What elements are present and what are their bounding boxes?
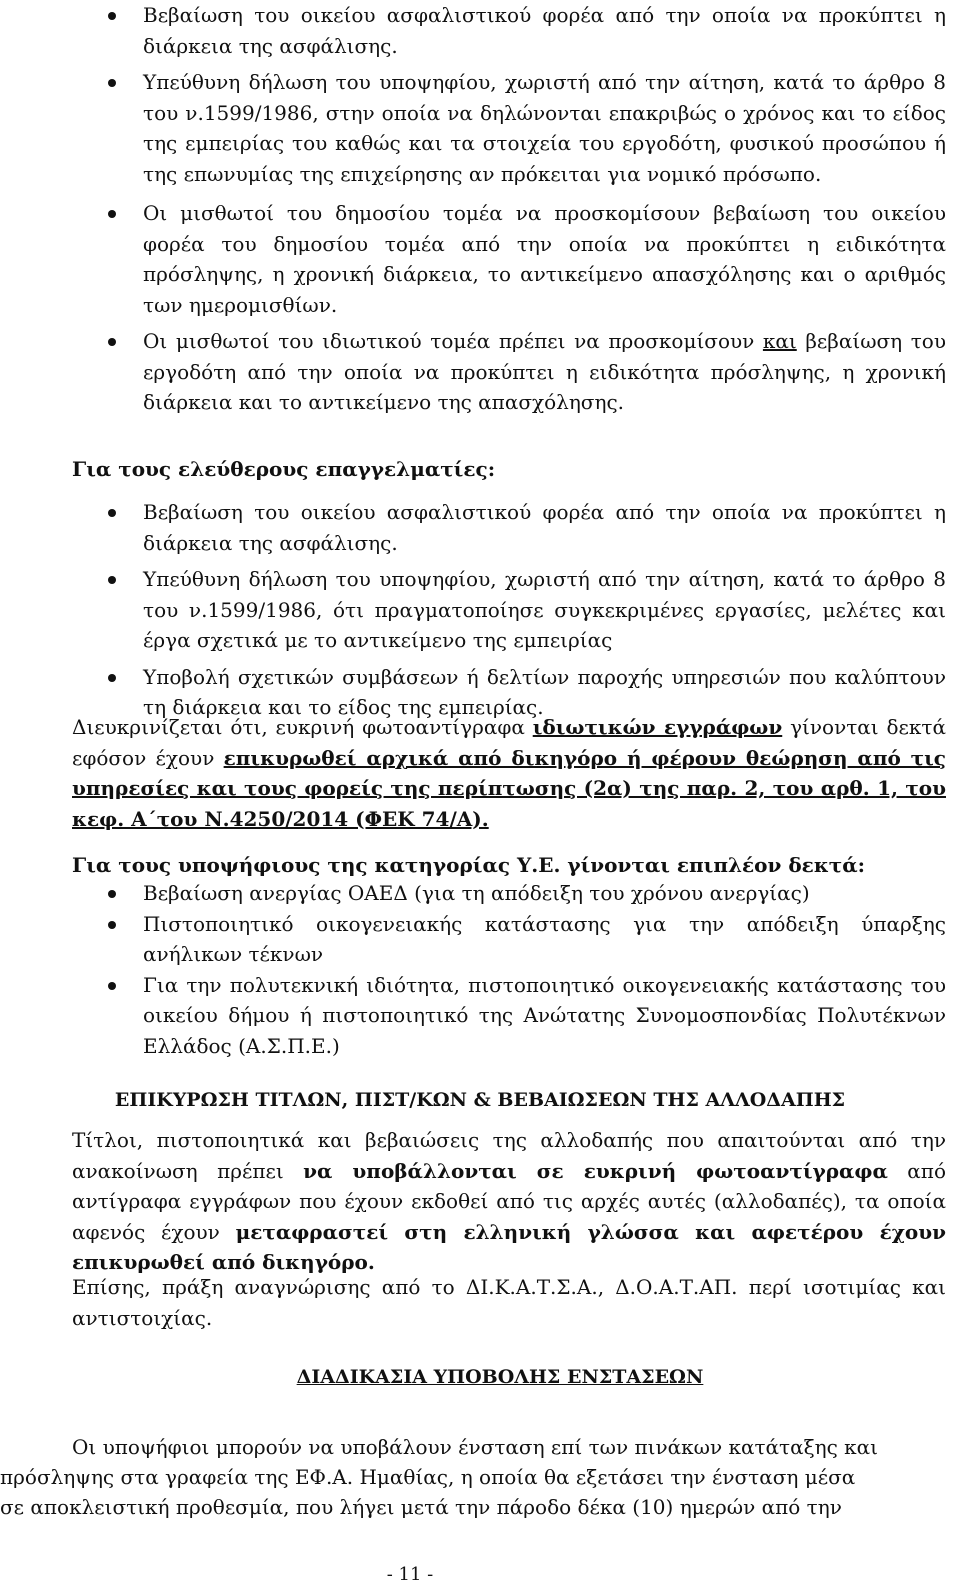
list-item: Βεβαίωση ανεργίας ΟΑΕΔ (για τη απόδειξη του χρόνου ανεργίας) xyxy=(0,878,960,909)
bullet-icon xyxy=(108,509,116,517)
list-item: Βεβαίωση του οικείου ασφαλιστικού φορέα από την οποία να προκύπτει η διάρκεια της ασφάλισης. xyxy=(0,0,960,61)
list-item: Βεβαίωση του οικείου ασφαλιστικού φορέα από την οποία να προκύπτει η διάρκεια της ασφάλισης. xyxy=(0,497,960,558)
bullet-icon xyxy=(108,890,116,898)
bullet-icon xyxy=(108,674,116,682)
objections-heading: ΔΙΑΔΙΚΑΣΙΑ ΥΠΟΒΟΛΗΣ ΕΝΣΤΑΣΕΩΝ xyxy=(296,1366,704,1388)
objections-line-1: Οι υποψήφιοι μπορούν να υποβάλουν ένσταση επί των πινάκων κατάταξης και xyxy=(72,1435,879,1459)
foreign-docs-heading: ΕΠΙΚΥΡΩΣΗ ΤΙΤΛΩΝ, ΠΙΣΤ/ΚΩΝ & ΒΕΒΑΙΩΣΕΩΝ ΤΗΣ ΑΛΛΟΔΑΠΗΣ xyxy=(114,1089,846,1111)
objections-line-2: πρόσληψης στα γραφεία της ΕΦ.Α. Ημαθίας, η οποία θα εξετάσει την ένσταση μέσα xyxy=(0,1465,856,1489)
top-bullet-list xyxy=(0,0,960,418)
bullet-icon xyxy=(108,982,116,990)
bullet-icon xyxy=(108,79,116,87)
clarification-paragraph: Διευκρινίζεται ότι, ευκρινή φωτοαντίγραφα ιδιωτικών εγγράφων γίνονται δεκτά εφόσον έχουν επικυρωθεί αρχικά από δικηγόρο ή φέρουν θεώρηση από τις υπηρεσίες και τους φορείς της περίπτωσης (2α) της παρ. 2, του αρθ. 1, του κεφ. Α΄του Ν.4250/2014 (ΦΕΚ 74/Α). xyxy=(72,715,946,831)
page-number: - 11 - xyxy=(386,1564,434,1585)
list-item: Πιστοποιητικό οικογενειακής κατάστασης για την απόδειξη ύπαρξης ανήλικων τέκνων xyxy=(0,909,960,970)
freelancers-list xyxy=(0,497,960,723)
bullet-icon xyxy=(108,210,116,218)
recognition-paragraph: Επίσης, πράξη αναγνώρισης από το ΔΙ.Κ.Α.Τ.Σ.Α., Δ.Ο.Α.Τ.ΑΠ. περί ισοτιμίας και αντιστοιχίας. xyxy=(72,1275,946,1330)
bullet-icon xyxy=(108,12,116,20)
list-item: Οι μισθωτοί του δημοσίου τομέα να προσκομίσουν βεβαίωση του οικείου φορέα του δημοσίου τομέα από την οποία να προκύπτει η ειδικότητα πρόσληψης, η χρονική διάρκεια, το αντικείμενο απασχόλησης και ο αριθμός των ημερομισθίων. xyxy=(0,198,960,320)
bullet-icon xyxy=(108,921,116,929)
list-item: Υποβολή σχετικών συμβάσεων ή δελτίων παροχής υπηρεσιών που καλύπτουν τη διάρκεια και το είδος της εμπειρίας. xyxy=(0,662,960,723)
list-item: Για την πολυτεκνική ιδιότητα, πιστοποιητικό οικογενειακής κατάστασης του οικείου δήμου ή πιστοποιητικό της Ανώτατης Συνομοσπονδίας Πολυτέκνων Ελλάδος (Α.Σ.Π.Ε.) xyxy=(0,970,960,1062)
ye-list xyxy=(0,878,960,1061)
list-item: Οι μισθωτοί του ιδιωτικού τομέα πρέπει να προσκομίσουν και βεβαίωση του εργοδότη από την οποία να προκύπτει η ειδικότητα πρόσληψης, η χρονική διάρκεια και το αντικείμενο της απασχόλησης. xyxy=(0,326,960,418)
freelancers-heading: Για τους ελεύθερους επαγγελματίες: xyxy=(72,457,496,481)
objections-line-3: σε αποκλειστική προθεσμία, που λήγει μετά την πάροδο δέκα (10) ημερών από την xyxy=(0,1495,842,1519)
bullet-icon xyxy=(108,576,116,584)
list-item: Υπεύθυνη δήλωση του υποψηφίου, χωριστή από την αίτηση, κατά το άρθρο 8 του ν.1599/1986, στην οποία να δηλώνονται επακριβώς ο χρόνος και το είδος της εμπειρίας του καθώς και τα στοιχεία του εργοδότη, φυσικού προσώπου ή της επωνυμίας της επιχείρησης αν πρόκειται για νομικό πρόσωπο. xyxy=(0,67,960,189)
foreign-docs-paragraph: Τίτλοι, πιστοποιητικά και βεβαιώσεις της αλλοδαπής που απαιτούνται από την ανακοίνωση πρέπει να υποβάλλονται σε ευκρινή φωτοαντίγραφα από αντίγραφα εγγράφων που έχουν εκδοθεί από τις αρχές αυτές (αλλοδαπές), τα οποία αφενός έχουν μεταφραστεί στη ελληνική γλώσσα και αφετέρου έχουν επικυρωθεί από δικηγόρο. xyxy=(72,1128,946,1274)
ye-category-heading: Για τους υποψήφιους της κατηγορίας Υ.Ε. γίνονται επιπλέον δεκτά: xyxy=(72,853,866,877)
list-item: Υπεύθυνη δήλωση του υποψηφίου, χωριστή από την αίτηση, κατά το άρθρο 8 του ν.1599/1986, ότι πραγματοποίησε συγκεκριμένες εργασίες, μελέτες και έργα σχετικά με το αντικείμενο της εμπειρίας xyxy=(0,564,960,656)
bullet-icon xyxy=(108,338,116,346)
